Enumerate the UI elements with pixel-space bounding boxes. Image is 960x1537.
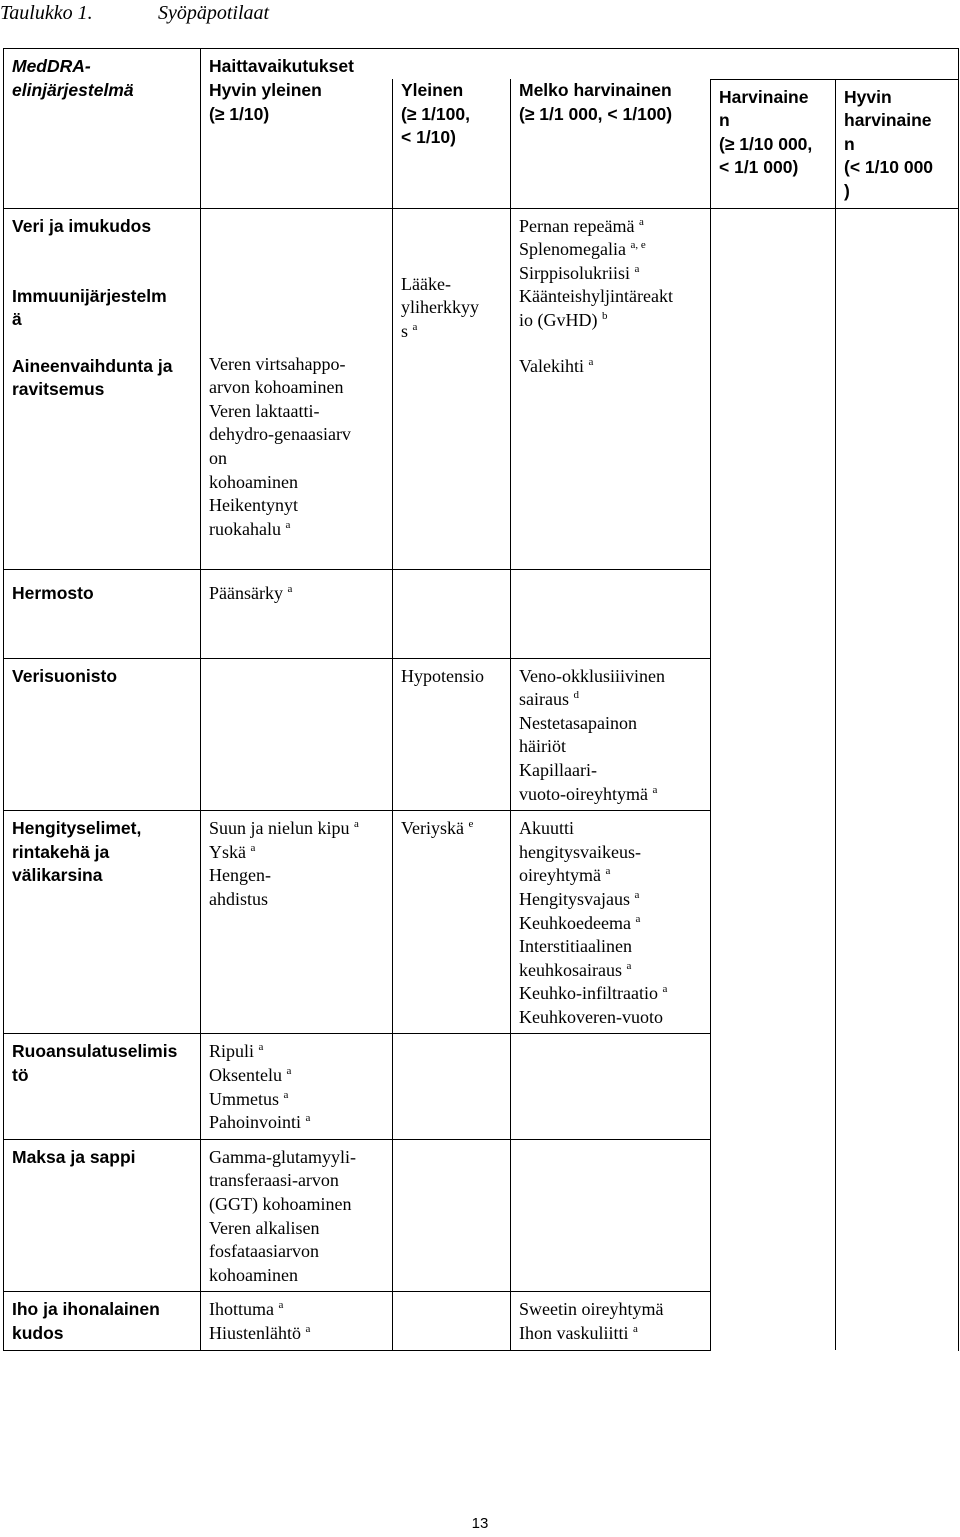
cell-line: (≥ 1/1 000, < 1/100) xyxy=(519,103,673,124)
cell-line: vuoto-oireyhtymä $^a$ xyxy=(519,783,658,804)
footnote-marker: a xyxy=(412,320,418,333)
cell-line: Sirppisolukriisi $^a$ xyxy=(519,262,640,283)
cell-nervous-common xyxy=(393,569,511,658)
cell-metabolism-uncommon xyxy=(519,355,704,379)
cell-line: Keuhko-infiltraatio $^a$ xyxy=(519,983,668,1004)
cell-line: ä xyxy=(12,309,22,330)
cell-respiratory-very-common xyxy=(201,811,393,1034)
cell-line: arvon kohoaminen xyxy=(209,377,344,398)
cell-line: Suun ja nielun kipu $^a$ xyxy=(209,818,359,839)
cell-skin-common xyxy=(393,1292,511,1350)
cell-line: välikarsina xyxy=(12,865,103,886)
cell-liver-uncommon xyxy=(511,1139,711,1292)
cell-gi-uncommon xyxy=(511,1034,711,1139)
cell-line: Päänsärky $^a$ xyxy=(209,582,293,603)
system-vascular xyxy=(4,658,201,811)
system-gi xyxy=(4,1034,201,1139)
footnote-marker: a xyxy=(634,262,640,275)
footnote-marker: a xyxy=(662,983,668,996)
cell-line: io (GvHD) $^b$ xyxy=(519,309,608,330)
header-effects: Haittavaikutukset xyxy=(201,49,959,80)
cell-line: (≥ 1/10) xyxy=(209,103,270,124)
cell-line: Hengen- xyxy=(209,865,271,886)
cell-line: tö xyxy=(12,1065,29,1086)
footnote-marker: a xyxy=(633,1323,638,1335)
cell-respiratory-uncommon xyxy=(511,811,711,1034)
cell-line: elinjärjestelmä xyxy=(12,79,134,100)
cell-liver-very-common xyxy=(201,1139,393,1292)
cell-line: Oksentelu $^a$ xyxy=(209,1065,292,1086)
cell-line: Ummetus $^a$ xyxy=(209,1088,289,1109)
cell-line: oireyhtymä $^a$ xyxy=(519,865,611,886)
cell-line: Yleinen xyxy=(401,80,464,101)
footnote-marker: a xyxy=(285,518,291,531)
cell-line: (≥ 1/100, xyxy=(401,103,470,124)
cell-line: Hengitysvajaus $^a$ xyxy=(519,888,640,909)
cell-line: kudos xyxy=(12,1323,64,1343)
footnote-marker: a xyxy=(305,1112,311,1125)
footnote-marker: d xyxy=(573,689,579,702)
cell-line: Immuunijärjestelm xyxy=(12,285,167,306)
header-very-rare xyxy=(836,79,959,208)
cell-line: kohoaminen xyxy=(209,471,298,492)
footnote-marker: a xyxy=(634,888,640,901)
system-blood xyxy=(4,208,201,279)
cell-line: fosfataasiarvon xyxy=(209,1241,319,1262)
cell-line: rintakehä ja xyxy=(12,841,110,862)
cell-line: Käänteishyljintäreakt xyxy=(519,286,673,307)
cell-line: Hypotensio xyxy=(401,665,484,686)
cell-line: yliherkkyy xyxy=(401,297,479,318)
cell-line: Hiustenlähtö $^a$ xyxy=(209,1323,311,1343)
cell-line: ruokahalu $^a$ xyxy=(209,518,291,539)
cell-vascular-common xyxy=(393,658,511,811)
cell-line: Veno-okklusiiivinen xyxy=(519,665,665,686)
cell-line: Veriyskä $^e$ xyxy=(401,818,474,839)
cell-line: Hyvin yleinen xyxy=(209,80,322,101)
cell-line: MedDRA- xyxy=(12,56,91,76)
cell-line: Heikentynyt xyxy=(209,495,298,516)
cell-immune-uncommon xyxy=(519,285,704,332)
cell-respiratory-common xyxy=(393,811,511,1034)
footnote-marker: a xyxy=(278,1299,284,1312)
table-row xyxy=(4,208,959,279)
cell-line: Pernan repeämä $^a$ xyxy=(519,215,644,236)
footnote-marker: a xyxy=(286,1065,292,1078)
system-metabolism xyxy=(4,349,201,570)
cell-line: Keuhkoedeema $^a$ xyxy=(519,912,641,933)
cell-line: Sweetin oireyhtymä xyxy=(519,1299,664,1320)
cell-line: < 1/1 000) xyxy=(719,157,799,178)
footnote-marker: a xyxy=(638,215,644,228)
cell-line: Akuutti xyxy=(519,818,575,839)
cell-line: s $^a$ xyxy=(401,320,418,341)
cell-line: Yskä $^a$ xyxy=(209,841,256,862)
cell-line: Kapillaari- xyxy=(519,759,597,780)
cell-line: Keuhkoveren-vuoto xyxy=(519,1006,663,1027)
header-row-top xyxy=(4,49,959,80)
cell-line: Maksa ja sappi xyxy=(12,1146,136,1167)
cell-line: harvinaine xyxy=(844,110,932,131)
footnote-marker: a xyxy=(354,818,359,831)
header-rare xyxy=(711,79,836,208)
cell-gi-common xyxy=(393,1034,511,1139)
cell-line: n xyxy=(844,133,855,154)
cell-line: Interstitiaalinen xyxy=(519,936,632,957)
cell-blood-uncommon xyxy=(519,215,704,286)
footnote-marker: a xyxy=(626,959,632,972)
header-uncommon xyxy=(511,79,711,208)
footnote-marker: a xyxy=(287,582,293,595)
system-immune xyxy=(4,279,201,349)
cell-line: Ripuli $^a$ xyxy=(209,1041,264,1062)
footnote-marker: b xyxy=(602,309,608,322)
cell-line: ) xyxy=(844,180,850,201)
cell-gi-very-common xyxy=(201,1034,393,1139)
cell-line: transferaasi-arvon xyxy=(209,1170,339,1191)
cell-line: on xyxy=(209,447,227,468)
cell-line: Veren virtsahappo- xyxy=(209,353,346,374)
cell-line: Aineenvaihdunta ja xyxy=(12,355,173,376)
cell-line: Iho ja ihonalainen xyxy=(12,1299,160,1320)
footnote-marker: a xyxy=(305,1323,311,1335)
cell-line: (≥ 1/10 000, xyxy=(719,133,813,154)
cell-line: Pahoinvointi $^a$ xyxy=(209,1112,311,1133)
adverse-reactions-table xyxy=(3,48,959,1351)
cell-line: häiriöt xyxy=(519,736,566,757)
header-common xyxy=(393,79,511,208)
cell-line: kohoaminen xyxy=(209,1264,298,1285)
page-number: 13 xyxy=(471,1515,489,1532)
cell-line: Veren alkalisen xyxy=(209,1217,320,1238)
cell-metabolism-very-common xyxy=(201,208,393,569)
cell-immune-common xyxy=(393,208,511,569)
footnote-marker: a xyxy=(635,912,641,925)
footnote-marker: a xyxy=(250,841,256,854)
cell-line: dehydro-genaasiarv xyxy=(209,424,351,445)
footnote-marker: a xyxy=(283,1088,289,1101)
cell-line: Melko harvinainen xyxy=(519,80,672,101)
footnote-marker: a xyxy=(588,355,594,368)
footnote-marker: a xyxy=(258,1041,264,1054)
cell-line: Lääke- xyxy=(401,273,451,294)
footnote-marker: a xyxy=(605,865,611,878)
cell-line: sairaus $^d$ xyxy=(519,689,579,710)
cell-line: Verisuonisto xyxy=(12,665,118,686)
cell-line: (GGT) kohoaminen xyxy=(209,1194,352,1215)
cell-line: (< 1/10 000 xyxy=(844,157,934,178)
cell-line: Splenomegalia $^{a, e}$ xyxy=(519,239,646,260)
system-liver xyxy=(4,1139,201,1292)
cell-line: Veren laktaatti- xyxy=(209,400,320,421)
footnote-marker: e xyxy=(468,818,474,831)
cell-rare-column xyxy=(711,208,836,1350)
system-respiratory xyxy=(4,811,201,1034)
cell-nervous-uncommon xyxy=(511,569,711,658)
system-skin xyxy=(4,1292,201,1350)
cell-skin-very-common xyxy=(201,1292,393,1350)
footnote-marker: a, e xyxy=(630,239,646,252)
cell-uncommon-block xyxy=(511,208,711,569)
table-caption xyxy=(0,0,270,28)
cell-line: hengitysvaikeus- xyxy=(519,841,641,862)
cell-line: ravitsemus xyxy=(12,379,105,400)
cell-line: n xyxy=(719,110,730,131)
cell-line: Hyvin xyxy=(844,86,892,107)
cell-line: Veri ja imukudos xyxy=(12,215,152,236)
system-nervous xyxy=(4,569,201,658)
cell-line: ahdistus xyxy=(209,888,269,909)
cell-line: Ihottuma $^a$ xyxy=(209,1299,284,1320)
cell-line: < 1/10) xyxy=(401,127,456,148)
cell-vascular-uncommon xyxy=(511,658,711,811)
cell-line: Harvinaine xyxy=(719,86,809,107)
cell-line: Ruoansulatuselimis xyxy=(12,1041,178,1062)
cell-very-rare-column xyxy=(836,208,959,1350)
cell-line: Nestetasapainon xyxy=(519,712,637,733)
cell-nervous-very-common xyxy=(201,569,393,658)
cell-line: Valekihti $^a$ xyxy=(519,355,594,376)
table-title: Syöpäpotilaat xyxy=(158,2,270,24)
cell-line: Hengityselimet, xyxy=(12,818,142,839)
table-number: Taulukko 1. xyxy=(0,2,93,24)
cell-line: Ihon vaskuliitti $^a$ xyxy=(519,1323,638,1343)
cell-line: Hermosto xyxy=(12,582,94,603)
cell-line: keuhkosairaus $^a$ xyxy=(519,959,632,980)
cell-line: Gamma-glutamyyli- xyxy=(209,1146,356,1167)
header-very-common xyxy=(201,79,393,208)
cell-skin-uncommon xyxy=(511,1292,711,1350)
cell-vascular-very-common xyxy=(201,658,393,811)
header-system xyxy=(4,49,201,209)
footnote-marker: a xyxy=(652,783,658,796)
cell-liver-common xyxy=(393,1139,511,1292)
